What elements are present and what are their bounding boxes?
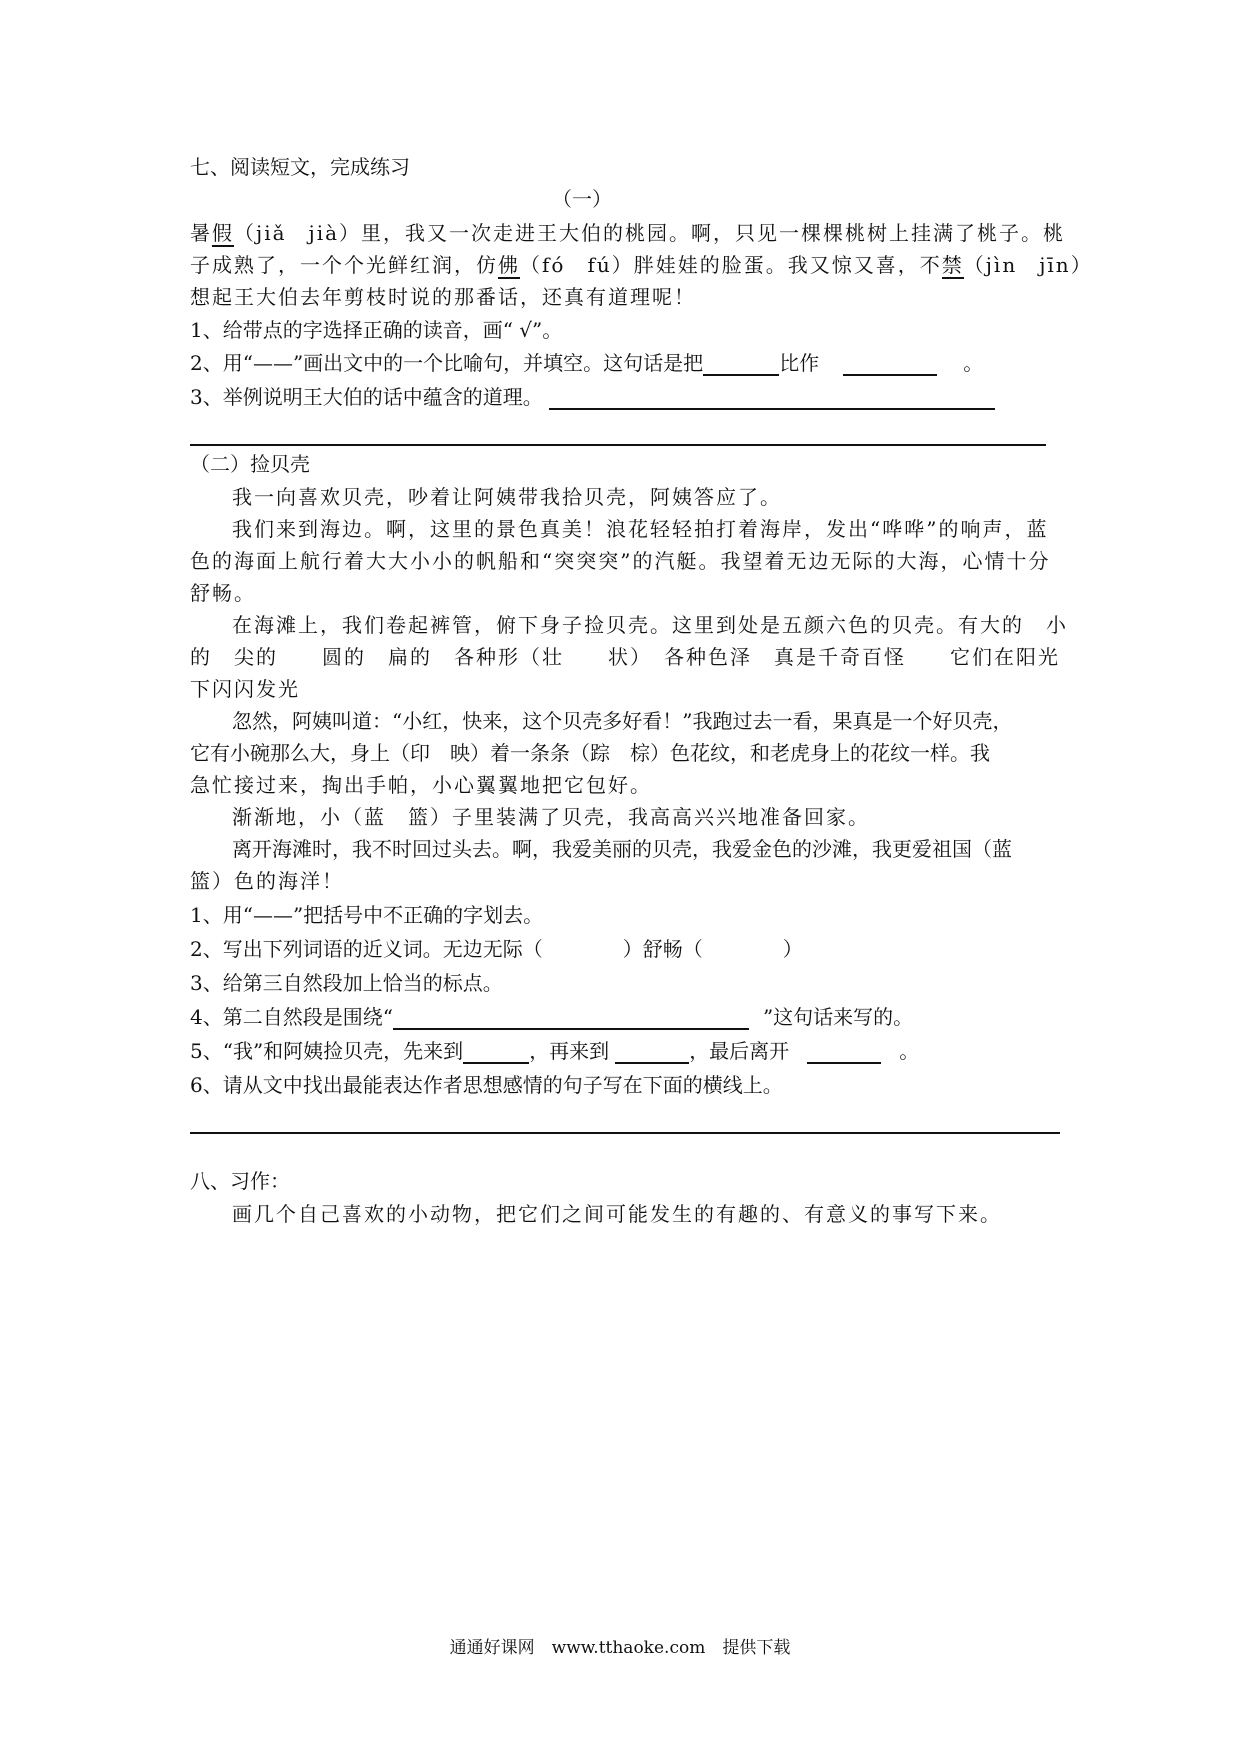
text-run: （jìn jīn） [963, 253, 1093, 277]
passage2-title: （二）捡贝壳 [190, 452, 310, 476]
passage2-para3-line1: 在海滩上，我们卷起裤管，俯下身子捡贝壳。这里到处是五颜六色的贝壳。有大的 小 [232, 613, 1068, 637]
s7-question-2 [190, 350, 983, 376]
passage2-para2-line3: 舒畅。 [190, 581, 256, 605]
section8-prompt: 画几个自己喜欢的小动物，把它们之间可能发生的有趣的、有意义的事写下来。 [232, 1202, 1002, 1226]
passage2-para3-line3: 下闪闪发光 [190, 677, 300, 701]
s7b-question-4 [190, 1004, 913, 1030]
s7-question-1: 1、给带点的字选择正确的读音，画“ √”。 [190, 318, 563, 342]
passage2-para1: 我一向喜欢贝壳，吵着让阿姨带我拾贝壳，阿姨答应了。 [232, 485, 782, 509]
passage2-para4-line3: 急忙接过来，掏出手帕，小心翼翼地把它包好。 [190, 773, 652, 797]
passage1-line1 [190, 220, 1065, 246]
answer-line[interactable] [190, 444, 1046, 446]
passage1-title: （一） [552, 187, 612, 211]
text-run: ，最后离开 [689, 1039, 790, 1063]
passage2-para6-line1: 离开海滩时，我不时回过头去。啊，我爱美丽的贝壳，我爱金色的沙滩，我更爱祖国（蓝 [232, 837, 1012, 861]
text-run: 3、举例说明王大伯的话中蕴含的道理。 [190, 385, 543, 409]
s7b-question-5 [190, 1038, 919, 1064]
section7-heading: 七、阅读短文，完成练习 [190, 155, 410, 179]
section8-heading: 八、习作： [190, 1169, 290, 1193]
passage2-para6-line2: 篮）色的海洋！ [190, 869, 344, 893]
passage1-line3: 想起王大伯去年剪枝时说的那番话，还真有道理呢！ [190, 285, 696, 309]
text-run: 4、第二自然段是围绕“ [190, 1005, 393, 1029]
s7b-question-3: 3、给第三自然段加上恰当的标点。 [190, 971, 503, 995]
text-run: 5、“我”和阿姨捡贝壳，先来到 [190, 1039, 464, 1063]
answer-line[interactable] [190, 1132, 1060, 1134]
text-run: 2、用“——”画出文中的一个比喻句，并填空。这句话是把 [190, 351, 704, 375]
passage2-para5: 渐渐地，小（蓝 篮）子里装满了贝壳，我高高兴兴地准备回家。 [232, 805, 870, 829]
s7-question-3 [190, 384, 995, 410]
text-run: ，再来到 [529, 1039, 610, 1063]
marked-char: 佛 [498, 253, 520, 277]
marked-char: 禁 [941, 253, 964, 277]
text-run: （jiǎ jià）里，我又一次走进王大伯的桃园。啊，只见一棵棵桃树上挂满了桃子。桃 [234, 221, 1066, 245]
passage2-para4-line1: 忽然，阿姨叫道：“小红，快来，这个贝壳多好看！”我跑过去一看，果真是一个好贝壳， [232, 709, 1013, 733]
passage2-para4-line2: 它有小碗那么大，身上（印 映）着一条条（踪 棕）色花纹，和老虎身上的花纹一样。我 [190, 741, 990, 765]
answer-blank[interactable] [615, 1042, 689, 1064]
text-run: 。 [963, 351, 984, 375]
passage2-para3-line2: 的 尖的 圆的 扁的 各种形（壮 状） 各种色泽 真是千奇百怪 它们在阳光 [190, 645, 1060, 669]
answer-blank[interactable] [843, 354, 937, 376]
text-run: 暑 [190, 221, 212, 245]
text-run: 子成熟了，一个个光鲜红润，仿 [190, 253, 498, 277]
answer-blank[interactable] [549, 388, 995, 410]
text-run: 比作 [779, 351, 820, 375]
answer-blank[interactable] [393, 1008, 749, 1030]
passage2-para2-line2: 色的海面上航行着大大小小的帆船和“突突突”的汽艇。我望着无边无际的大海，心情十分 [190, 549, 1051, 573]
passage2-para2-line1: 我们来到海边。啊，这里的景色真美！浪花轻轻拍打着海岸，发出“哗哗”的响声，蓝 [232, 517, 1049, 541]
text-run: （fó fú）胖娃娃的脸蛋。我又惊又喜，不 [520, 253, 942, 277]
s7b-question-1: 1、用“——”把括号中不正确的字划去。 [190, 903, 544, 927]
text-run: ”这句话来写的。 [762, 1005, 914, 1029]
marked-char: 假 [212, 221, 234, 245]
s7b-question-6: 6、请从文中找出最能表达作者思想感情的句子写在下面的横线上。 [190, 1073, 783, 1097]
answer-blank[interactable] [807, 1042, 881, 1064]
text-run: 。 [899, 1039, 920, 1063]
passage1-line2 [190, 252, 1093, 278]
answer-blank[interactable] [463, 1042, 529, 1064]
answer-blank[interactable] [703, 354, 779, 376]
s7b-question-2: 2、写出下列词语的近义词。无边无际（ ）舒畅（ ） [190, 937, 803, 961]
footer-credit: 通通好课网 www.tthaoke.com 提供下载 [449, 1638, 791, 1658]
